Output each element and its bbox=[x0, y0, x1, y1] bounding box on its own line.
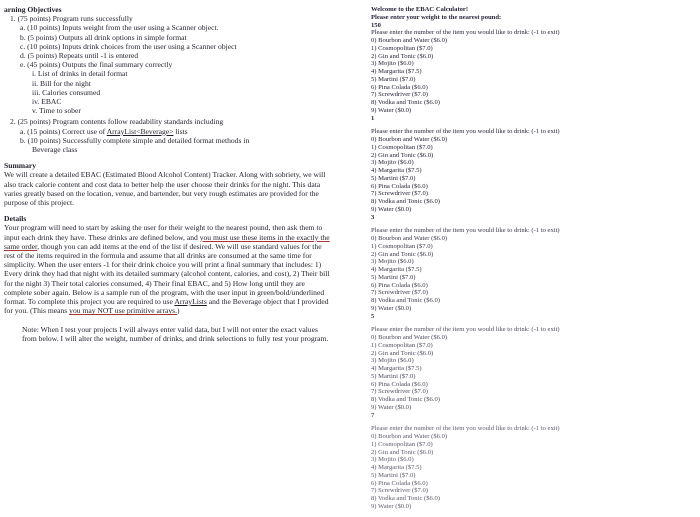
details-text bbox=[4, 223, 334, 315]
menu-option: 7) Screwdriver ($7.0) bbox=[371, 289, 428, 297]
menu-option: 9) Water ($0.0) bbox=[371, 502, 412, 510]
menu-option: 5) Martini ($7.0) bbox=[371, 372, 416, 380]
menu-prompt: Please enter the number of the item you would like to drink: (-1 to exit) bbox=[371, 326, 560, 334]
menu-option: 3) Mojito ($6.0) bbox=[371, 357, 414, 365]
arraylists-link[interactable]: ArrayLists bbox=[174, 297, 207, 307]
note-text: Note: When I test your projects I will always enter valid data, but I will not enter the exact values from below. I will alter the weight, number of drinks, and drink selections to fully test your program. bbox=[22, 324, 329, 343]
objective-item-1: 1. (75 points) Program runs successfully bbox=[10, 14, 133, 24]
sample-weight-prompt: Please enter your weight to the nearest pound: bbox=[371, 13, 502, 21]
menu-option: 8) Vodka and Tonic ($6.0) bbox=[371, 99, 440, 106]
details-section bbox=[4, 214, 334, 315]
objective-1e: e. (45 points) Outputs the final summary correctly bbox=[20, 60, 173, 70]
objective-2a bbox=[4, 127, 334, 136]
objective-1a: a. (10 points) Inputs weight from the user using a Scanner object. bbox=[20, 23, 219, 33]
objective-2b: b. (10 points) Successfully complete simple and detailed format methods in bbox=[20, 135, 250, 145]
menu-prompt: Please enter the number of the item you would like to drink: (-1 to exit) bbox=[371, 128, 560, 136]
objective-1e-iii: iii. Calories consumed bbox=[32, 87, 101, 97]
menu-option: 8) Vodka and Tonic ($6.0) bbox=[371, 198, 440, 205]
menu-block bbox=[371, 29, 691, 122]
menu-option: 6) Pina Colada ($6.0) bbox=[371, 479, 428, 487]
objective-1c: c. (10 points) Inputs drink choices from the user using a Scanner object bbox=[20, 41, 237, 51]
menu-option: 2) Gin and Tonic ($6.0) bbox=[371, 151, 434, 159]
assignment-text-column bbox=[4, 5, 334, 343]
menu-option: 2) Gin and Tonic ($6.0) bbox=[371, 349, 434, 357]
objectives-heading: arning Objectives bbox=[4, 5, 62, 14]
note-section bbox=[4, 325, 334, 343]
menu-option: 6) Pina Colada ($6.0) bbox=[371, 380, 428, 388]
menu-choice-input: 5 bbox=[371, 312, 375, 320]
menu-option: 1) Cosmopolitan ($7.0) bbox=[371, 242, 433, 250]
details-heading: Details bbox=[4, 214, 27, 224]
menu-option: 0) Bourbon and Water ($6.0) bbox=[371, 334, 448, 341]
menu-option: 8) Vodka and Tonic ($6.0) bbox=[371, 495, 440, 502]
menu-option: 0) Bourbon and Water ($6.0) bbox=[371, 433, 448, 440]
menu-option: 5) Martini ($7.0) bbox=[371, 471, 416, 479]
menu-option: 3) Mojito ($6.0) bbox=[371, 60, 414, 68]
summary-section bbox=[4, 161, 334, 207]
menu-option: 9) Water ($0.0) bbox=[371, 304, 412, 312]
menu-option: 6) Pina Colada ($6.0) bbox=[371, 182, 428, 190]
objective-1b: b. (5 points) Outputs all drink options in simple format bbox=[20, 32, 187, 42]
menu-choice-input: 3 bbox=[371, 213, 375, 221]
menu-option: 3) Mojito ($6.0) bbox=[371, 159, 414, 167]
menu-option: 6) Pina Colada ($6.0) bbox=[371, 281, 428, 289]
menu-option: 7) Screwdriver ($7.0) bbox=[371, 190, 428, 198]
objective-1e-v: v. Time to sober bbox=[32, 106, 81, 116]
objective-1d: d. (5 points) Repeats until -1 is entered bbox=[20, 51, 139, 61]
menu-option: 1) Cosmopolitan ($7.0) bbox=[371, 341, 433, 349]
objective-1e-ii: ii. Bill for the night bbox=[32, 78, 91, 88]
menu-option: 0) Bourbon and Water ($6.0) bbox=[371, 136, 448, 143]
menu-prompt: Please enter the number of the item you would like to drink: (-1 to exit) bbox=[371, 29, 560, 37]
objective-2a-suffix: lists bbox=[173, 126, 188, 136]
menu-option: 9) Water ($0.0) bbox=[371, 106, 412, 114]
menu-option: 4) Margarita ($7.5) bbox=[371, 68, 422, 75]
summary-heading: Summary bbox=[4, 161, 37, 171]
menu-option: 6) Pina Colada ($6.0) bbox=[371, 83, 428, 91]
menu-option: 5) Martini ($7.0) bbox=[371, 174, 416, 182]
menu-option: 3) Mojito ($6.0) bbox=[371, 456, 414, 464]
menu-option: 8) Vodka and Tonic ($6.0) bbox=[371, 396, 440, 403]
objective-1e-i: i. List of drinks in detail format bbox=[32, 69, 128, 79]
menu-prompt: Please enter the number of the item you would like to drink: (-1 to exit) bbox=[371, 425, 560, 433]
menu-block bbox=[371, 326, 691, 419]
menu-option: 1) Cosmopolitan ($7.0) bbox=[371, 143, 433, 151]
menu-choice-input: 7 bbox=[371, 411, 375, 419]
summary-text: We will create a detailed EBAC (Estimated Blood Alcohol Content) Tracker. Along with sobriety, we will also track calorie content and cost data to better help the user choose their drinks for the night. This data varies greatly based on the location, venue, and bartender, but very rough estimates are provided for the purpose of this project. bbox=[4, 170, 326, 208]
menu-option: 4) Margarita ($7.5) bbox=[371, 266, 422, 273]
menu-choice-input: 1 bbox=[371, 114, 375, 122]
objective-2b-continued: Beverage class bbox=[32, 145, 78, 155]
menu-option: 2) Gin and Tonic ($6.0) bbox=[371, 250, 434, 258]
menu-option: 7) Screwdriver ($7.0) bbox=[371, 388, 428, 396]
menu-option: 7) Screwdriver ($7.0) bbox=[371, 487, 428, 495]
menu-option: 4) Margarita ($7.5) bbox=[371, 167, 422, 174]
details-text-4: ) bbox=[177, 306, 180, 316]
objective-item-2: 2. (25 points) Program contents follow readability standards including bbox=[10, 117, 224, 127]
menu-option: 5) Martini ($7.0) bbox=[371, 273, 416, 281]
menu-option: 0) Bourbon and Water ($6.0) bbox=[371, 37, 448, 44]
sample-menu-blocks bbox=[371, 29, 691, 510]
menu-block bbox=[371, 425, 691, 510]
sample-welcome: Welcome to the EBAC Calculator! bbox=[371, 6, 469, 13]
menu-option: 1) Cosmopolitan ($7.0) bbox=[371, 440, 433, 448]
menu-option: 2) Gin and Tonic ($6.0) bbox=[371, 52, 434, 60]
menu-option: 4) Margarita ($7.5) bbox=[371, 464, 422, 471]
details-underline-order: you must use these items in the exactly the same order bbox=[4, 232, 330, 251]
menu-option: 4) Margarita ($7.5) bbox=[371, 365, 422, 372]
details-text-3: and the Beverage object that I provided for you. (This means bbox=[4, 297, 329, 316]
menu-option: 9) Water ($0.0) bbox=[371, 403, 412, 411]
sample-weight-input: 150 bbox=[371, 21, 381, 29]
menu-block bbox=[371, 128, 691, 221]
arraylist-link[interactable]: ArrayList<Beverage> bbox=[106, 126, 174, 136]
menu-option: 3) Mojito ($6.0) bbox=[371, 258, 414, 266]
details-text-2: , though you can add items at the end of the list if desired. We will use standard values for the rest of the items required in the formula and assume that all drinks are consumed at the same time for simplicity. When the user enters -1 for their drink choice you will print a final summary that includes: 1) Every drink they had that night with its detailed summary (alcohol content, calories, and cost), 2) Their bill for the night 3) Their total calories consumed, 4) Their final EBAC, and 5) How long until they are complete sober again. Below is a sample run of the program, with the user input in green/bold/underlined format. To complete this project you are required to use bbox=[4, 241, 330, 307]
menu-option: 7) Screwdriver ($7.0) bbox=[371, 91, 428, 99]
menu-option: 9) Water ($0.0) bbox=[371, 205, 412, 213]
menu-option: 0) Bourbon and Water ($6.0) bbox=[371, 235, 448, 242]
details-underline-primitive: you may NOT use primitive arrays. bbox=[69, 306, 178, 316]
menu-block bbox=[371, 227, 691, 320]
menu-option: 2) Gin and Tonic ($6.0) bbox=[371, 448, 434, 456]
menu-option: 1) Cosmopolitan ($7.0) bbox=[371, 44, 433, 52]
objective-1e-iv: iv. EBAC bbox=[32, 97, 62, 107]
menu-prompt: Please enter the number of the item you would like to drink: (-1 to exit) bbox=[371, 227, 560, 235]
details-text-1: Your program will need to start by asking the user for their weight to the nearest pound, then ask them to input each drink they have. These drinks are defined below, and bbox=[4, 223, 323, 242]
menu-option: 8) Vodka and Tonic ($6.0) bbox=[371, 297, 440, 304]
objective-2a-prefix: a. (15 points) Correct use of bbox=[20, 126, 107, 136]
menu-option: 5) Martini ($7.0) bbox=[371, 75, 416, 83]
